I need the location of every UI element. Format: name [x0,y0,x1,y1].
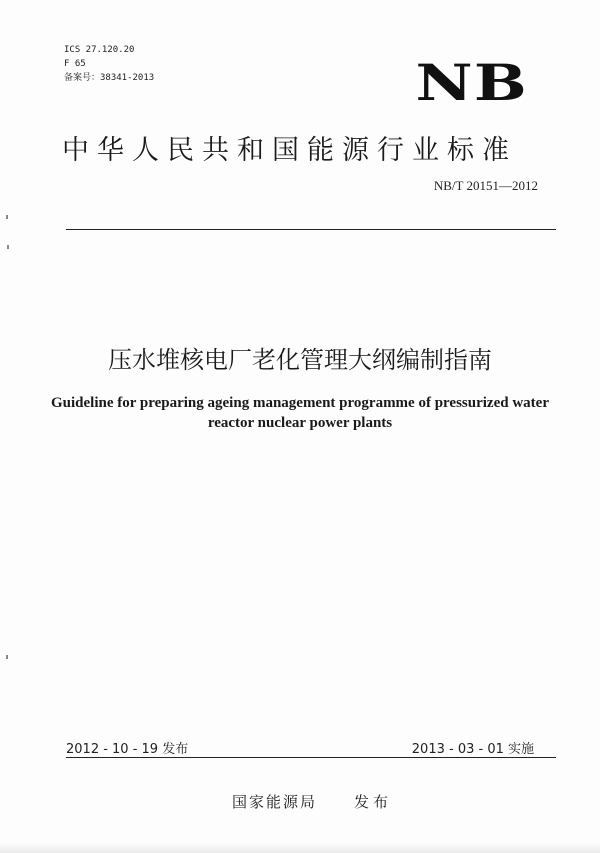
header-divider [66,229,556,230]
standard-type-title: 中华人民共和国能源行业标准 [62,135,517,166]
classification-block [64,43,154,85]
english-title-line-1: Guideline for preparing ageing management programme of pressurized water [50,395,549,411]
category-code: F 65 [64,59,86,69]
footer-divider [66,757,556,758]
publisher-name: 国家能源局 [232,793,318,811]
implementation-date: 2013 - 03 - 01 实施 [411,742,534,757]
ics-code: ICS 27.120.20 [64,45,135,55]
issue-date: 2012 - 10 - 19 发布 [66,742,189,757]
scan-speck [7,245,9,249]
nb-logo: NB [415,53,528,112]
english-title-line-2: reactor nuclear power plants [207,415,393,431]
document-title-english [0,393,600,433]
record-number: 备案号：38341-2013 [64,73,155,83]
publish-label: 发布 [354,793,393,811]
scan-edge-shadow [0,843,600,853]
scan-speck [6,215,8,219]
standard-code: NB/T 20151—2012 [433,178,538,193]
scan-speck [6,655,8,659]
document-title-chinese: 压水堆核电厂老化管理大纲编制指南 [108,346,492,374]
